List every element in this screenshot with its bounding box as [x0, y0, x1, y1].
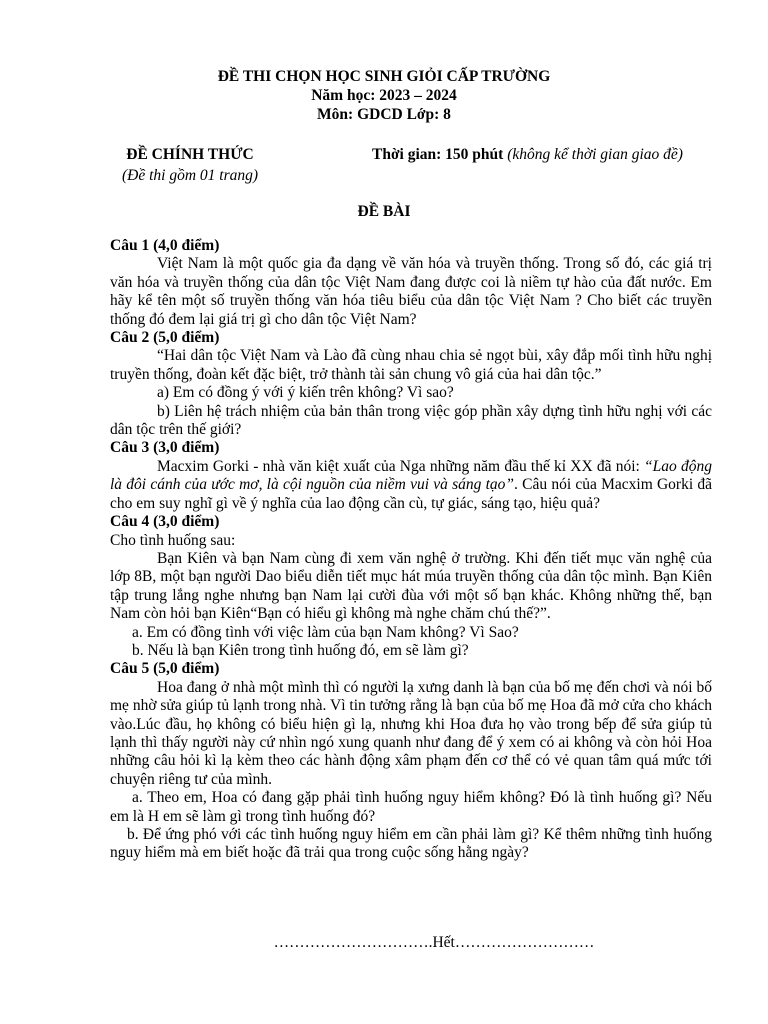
q4-title: Câu 4 (3,0 điểm)	[110, 513, 220, 531]
subject-grade: Môn: GDCD Lớp: 8	[317, 106, 451, 123]
q5-title: Câu 5 (5,0 điểm)	[110, 660, 220, 678]
q2-a: a) Em có đồng ý với ý kiến trên không? Vì sao?	[157, 384, 454, 402]
official-label: ĐỀ CHÍNH THỨC	[126, 146, 254, 163]
exam-header	[0, 67, 768, 124]
q2-title: Câu 2 (5,0 điểm)	[110, 329, 220, 347]
q3-lead: Macxim Gorki - nhà văn kiệt xuất của Nga những năm đầu thế kỉ XX đã nói:	[157, 457, 640, 475]
time-block	[372, 145, 752, 164]
page-count: (Đề thi gồm 01 trang)	[121, 167, 259, 184]
end-marker: ………………………….Hết………………………	[273, 934, 595, 951]
time-note: (không kể thời gian giao đề)	[507, 146, 683, 163]
q4-b: b. Nếu là bạn Kiên trong tình huống đó, em sẽ làm gì?	[132, 641, 469, 659]
q5-a: a. Theo em, Hoa có đang gặp phải tình huống nguy hiểm không? Đó là tình huống gì? Nếu em là H em sẽ làm gì trong tình huống đó?	[110, 789, 712, 825]
time-label: Thời gian: 150 phút	[372, 146, 504, 163]
section-heading: ĐỀ BÀI	[357, 203, 411, 220]
q3-title: Câu 3 (3,0 điểm)	[110, 439, 220, 457]
q5-b: b. Để ứng phó với các tình huống nguy hiểm em cần phải làm gì? Kể thêm những tình huống nguy hiểm mà em biết hoặc đã trải qua trong cuộc sống hằng ngày?	[110, 826, 712, 862]
q4-a: a. Em có đồng tình với việc làm của bạn Nam không? Vì Sao?	[132, 623, 519, 641]
official-block	[100, 145, 280, 185]
q5-story: Hoa đang ở nhà một mình thì có người lạ xưng danh là bạn của bố mẹ đến chơi và nói bố mẹ nhờ sửa giúp tủ lạnh trong nhà. Vì tin tưởng rằng là bạn của bố mẹ Hoa đã mở cửa cho khách vào.Lúc đầu, họ không có biểu hiện gì lạ, nhưng khi Hoa đưa họ vào trong bếp để sửa giúp tủ lạnh thì thấy người này cứ nhìn ngó xung quanh như đang để ý xem có ai không và còn hỏi Hoa những câu hỏi kì lạ kèm theo các hành động xâm phạm đến cơ thể có vẻ quan tâm quá mức tới chuyện riêng tư của mình.	[110, 678, 712, 788]
questions	[110, 237, 712, 863]
exam-title: ĐỀ THI CHỌN HỌC SINH GIỎI CẤP TRƯỜNG	[217, 68, 551, 85]
q1-text: Việt Nam là một quốc gia đa dạng về văn hóa và truyền thống. Trong số đó, các giá trị văn hóa và truyền thống của dân tộc Việt Nam đang được coi là niềm tự hào của đất nước. Em hãy kể tên một số truyền thống văn hóa tiêu biểu của dân tộc Việt Nam ? Cho biết các truyền thống đó đem lại giá trị gì cho dân tộc Việt Nam?	[110, 255, 712, 328]
q3-rest: . Câu nói của Macxim Gorki đã cho em suy nghĩ gì về ý nghĩa của lao động cần cù, tự giác, sáng tạo, hiệu quả?	[110, 476, 712, 512]
q1-title: Câu 1 (4,0 điểm)	[110, 237, 220, 254]
q3-quote: “Lao động là đôi cánh của ước mơ, là cội nguồn của niềm vui và sáng tạo”	[110, 457, 712, 494]
q3-text	[110, 458, 712, 513]
q2-quote: “Hai dân tộc Việt Nam và Lào đã cùng nhau chia sẻ ngọt bùi, xây đắp mối tình hữu nghị truyền thống, đoàn kết đặc biệt, trở thành tài sản chung vô giá của hai dân tộc.”	[110, 347, 712, 383]
q4-story: Bạn Kiên và bạn Nam cùng đi xem văn nghệ ở trường. Khi đến tiết mục văn nghệ của lớp 8B, một bạn người Dao biểu diễn tiết mục hát múa truyền thống của dân tộc mình. Bạn Kiên tập trung lắng nghe nhưng bạn Nam lại cười đùa với một số bạn khác. Không những thế, bạn Nam còn hỏi bạn Kiên“Bạn có hiểu gì không mà nghe chăm chú thế?”.	[110, 549, 712, 623]
school-year: Năm học: 2023 – 2024	[311, 87, 457, 104]
q2-b: b) Liên hệ trách nhiệm của bản thân trong việc góp phần xây dựng tình hữu nghị với các dân tộc trên thế giới?	[110, 402, 712, 439]
q4-intro: Cho tình huống sau:	[110, 531, 236, 549]
